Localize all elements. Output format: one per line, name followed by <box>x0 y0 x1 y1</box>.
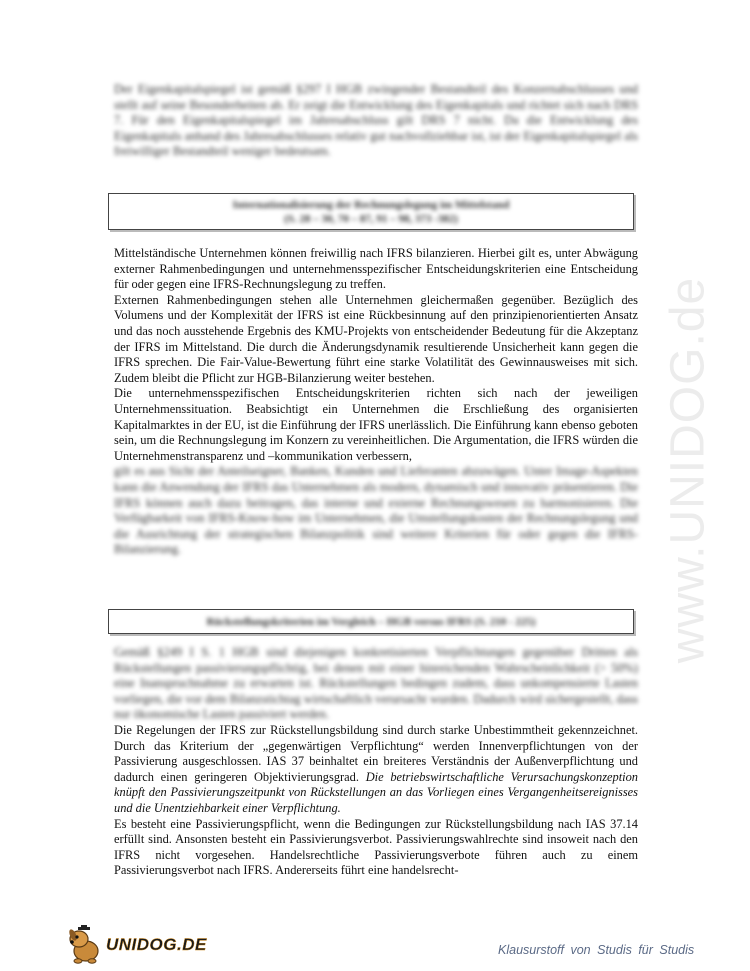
section1-paragraph-1: Mittelständische Unternehmen können freiwillig nach IFRS bilanzieren. Hierbei gilt es, unter Abwägung externer Rahmenbedingungen und unternehmensspezifischer Entscheidungskriterien eine Entscheidung für oder gegen eine IFRS-Rechnungslegung zu treffen. <box>114 246 638 292</box>
section2-paragraph-1-italic: Die betriebswirtschaftliche Verursachungskonzeption knüpft den Passivierungszeitpunkt von Rückstellungen an das Vorliegen eines Vergangenheitsereignisses und die Unentziehbarkeit einer Verpflichtung. <box>114 769 638 815</box>
box1-title: Internationalisierung der Rechnungslegung im Mittelstand <box>232 199 510 211</box>
blurred-intro-paragraph <box>114 82 638 160</box>
unidog-logo <box>66 925 207 965</box>
section1-paragraph-2: Externen Rahmenbedingungen stehen alle Unternehmen gleichermaßen gegenüber. Bezüglich des Volumens und der Komplexität der IFRS ist eine Rückbesinnung auf den prinzipienorientierten Ansatz und das noch ausstehende Ergebnis des KMU-Projekts von entscheidender Bedeutung für die Akzeptanz der IFRS im Mittelstand. Die durch die Änderungsdynamik resultierende Unsicherheit kann gegen die IFRS sprechen. Die Fair-Value-Bewertung führt eine starke Volatilität des Gewinnausweises mit sich. Zudem bleibt die Pflicht zur HGB-Bilanzierung weiter bestehen. <box>114 292 638 385</box>
section1-blurred-continuation: gilt es aus Sicht der Anteilseigner, Banken, Kunden und Lieferanten abzuwägen. Unter Image-Aspekten kann die Anwendung der IFRS das Unternehmen als modern, dynamisch und innovativ präsentieren. Die IFRS können auch dazu beitragen, das interne und externe Rechnungswesen zu harmonisieren. Die Verfügbarkeit von IFRS-Know-how im Unternehmen, die Umstellungskosten der Rechnungslegung und die Ausrichtung der strategischen Bilanzpolitik sind weitere Kriterien für oder gegen die IFRS-Bilanzierung. <box>114 464 638 557</box>
intro-text: Der Eigenkapitalspiegel ist gemäß §297 I HGB zwingender Bestandteil des Konzernabschlusses und stellt auf seine Besonderheiten ab. Er zeigt die Entwicklung des Eigenkapitals und richtet sich nach DRS 7. Für den Eigenkapitalspiegel im Jahresabschluss gilt DRS 7 nicht. Da die Entwicklung des Eigenkapitals anhand des Jahresabschlusses relativ gut nachvollziehbar ist, ist der Eigenkapitalspiegel als freiwilliger Bestandteil weniger bedeutsam. <box>114 82 638 159</box>
footer-tagline: Klausurstoff von Studis für Studis <box>498 943 695 957</box>
logo-text: UNIDOG.DE <box>106 935 207 954</box>
section2-blurred-paragraph: Gemäß §249 I S. 1 HGB sind diejenigen konkretisierten Verpflichtungen gegenüber Dritten als Rückstellungen passivierungspflichtig, bei denen mit einer hinreichenden Wahrscheinlichkeit (> 50%) eine Inanspruchnahme zu erwarten ist. Rückstellungen bedingen zudem, dass unkompensierte Lasten vorliegen, die vor dem Bilanzstichtag wirtschaftlich verursacht wurden. Dadurch wird sichergestellt, dass nur ökonomische Lasten passiviert werden. <box>114 645 638 722</box>
box1-pages: (S. 28 – 30, 70 – 87, 91 – 98, 373 -382) <box>284 213 458 225</box>
section2-paragraph-1-regular: Die Regelungen der IFRS zur Rückstellungsbildung sind durch starke Unbestimmtheit gekennzeichnet. Durch das Kriterium der „gegenwärtigen Verpflichtung“ werden Innenverpflichtungen von der Passivierung ausgeschlossen. IAS 37 beinhaltet ein breiteres Verständnis der Außenverpflichtung und dadurch einen geringeren Objektivierungsgrad. <box>114 722 638 784</box>
section-heading-box-2 <box>108 609 634 634</box>
dog-mascot-icon <box>66 925 104 965</box>
section2-paragraph-2: Es besteht eine Passivierungspflicht, wenn die Bedingungen zur Rückstellungsbildung nach IAS 37.14 erfüllt sind. Ansonsten besteht ein Passivierungsverbot. Passivierungswahlrechte sind insoweit nach den IFRS nicht vorgesehen. Handelsrechtliche Passivierungsverbote führen auch zu einem Passivierungsverbot nach IFRS. Andererseits führt eine handelsrecht- <box>114 816 638 878</box>
section1-body <box>114 246 638 558</box>
section2-paragraph-1 <box>114 723 638 817</box>
section1-paragraph-3: Die unternehmensspezifischen Entscheidungskriterien richten sich nach der jeweiligen Unternehmenssituation. Beabsichtigt ein Unternehmen die Erschließung des organisierten Kapitalmarktes in der EU, ist die Einführung der IFRS unerlässlich. Die Einführung kann ebenso geboten sein, um die Rechnungslegung im Konzern zu vereinheitlichen. Die Argumentation, die IFRS würden die Unternehmenstransparenz und –kommunikation verbessern, <box>114 386 638 463</box>
section2-body <box>114 645 638 879</box>
watermark-text: www.UNIDOG.de <box>661 276 715 664</box>
section-heading-box-1 <box>108 193 634 230</box>
box2-title: Rückstellungskriterien im Vergleich – HGB versus IFRS (S. 210 - 225) <box>206 616 536 628</box>
